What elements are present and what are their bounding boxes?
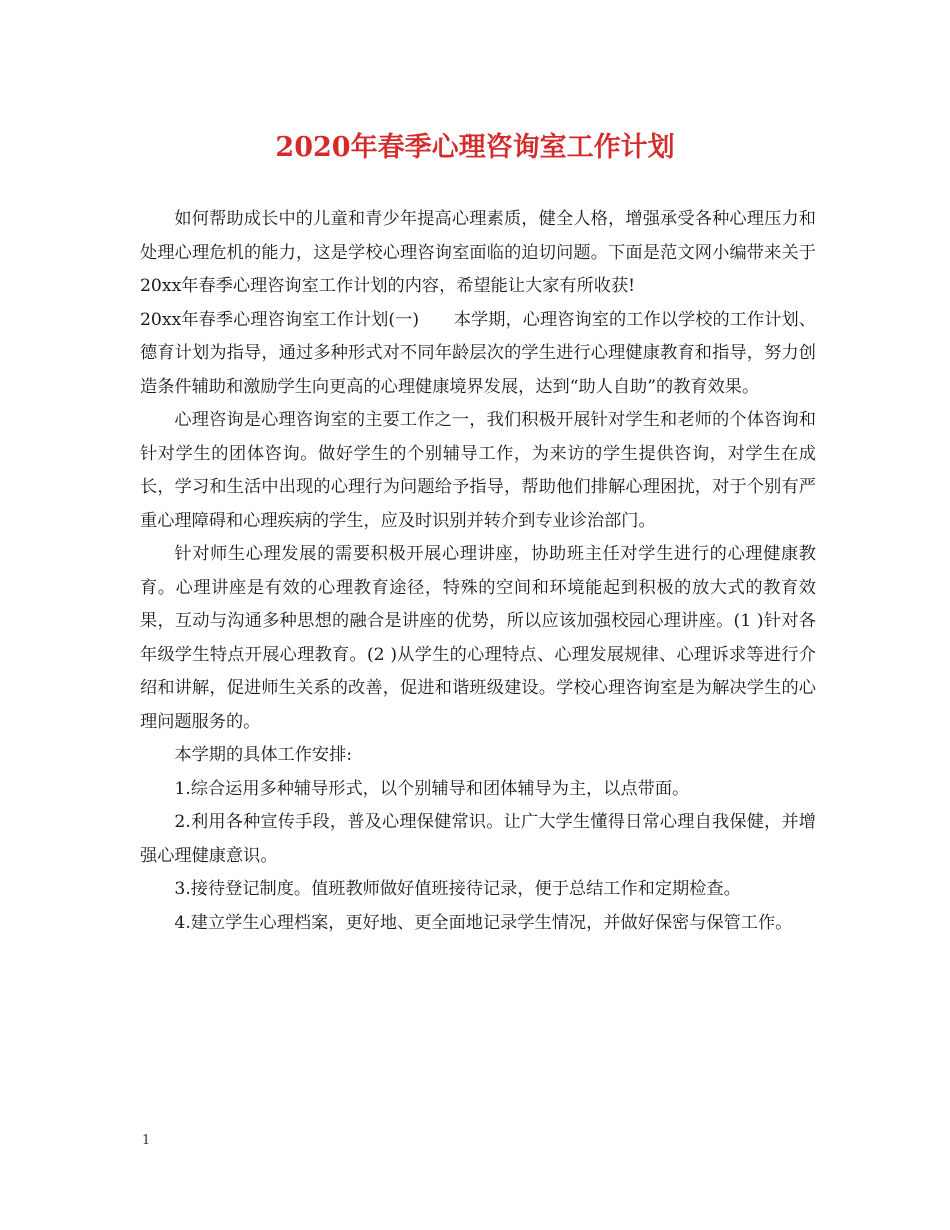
paragraph-schedule-heading: 本学期的具体工作安排: xyxy=(174,745,353,765)
document-title: 2020年春季心理咨询室工作计划 xyxy=(275,132,675,163)
document-body xyxy=(140,203,816,940)
list-item-1: 1.综合运用多种辅导形式，以个别辅导和团体辅导为主，以点带面。 xyxy=(174,778,690,799)
list-item-2: 2.利用各种宣传手段，普及心理保健常识。让广大学生懂得日常心理自我保健，并增强心理健康意识。 xyxy=(140,812,816,866)
paragraph-lectures: 针对师生心理发展的需要积极开展心理讲座，协助班主任对学生进行的心理健康教育。心理讲座是有效的心理教育途径，特殊的空间和环境能起到积极的放大式的教育效果，互动与沟通多种思想的融合是讲座的优势，所以应该加强校园心理讲座。(1 )针对各年级学生特点开展心理教育。(2 )从学生的心理特点、心理发展规律、心理诉求等进行介绍和讲解，促进师生关系的改善，促进和谐班级建设。学校心理咨询室是为解决学生的心理问题服务的。 xyxy=(140,544,816,732)
list-item-3: 3.接待登记制度。值班教师做好值班接待记录，便于总结工作和定期检查。 xyxy=(174,879,741,899)
page-number: 1 xyxy=(142,1133,151,1148)
paragraph-counseling: 心理咨询是心理咨询室的主要工作之一，我们积极开展针对学生和老师的个体咨询和针对学生的团体咨询。做好学生的个别辅导工作，为来访的学生提供咨询，对学生在成长，学习和生活中出现的心理行为问题给予指导，帮助他们排解心理困扰，对于个别有严重心理障碍和心理疾病的学生，应及时识别并转介到专业诊治部门。 xyxy=(140,410,816,531)
list-item-4: 4.建立学生心理档案，更好地、更全面地记录学生情况，并做好保密与保管工作。 xyxy=(174,912,793,933)
paragraph-intro: 如何帮助成长中的儿童和青少年提高心理素质，健全人格，增强承受各种心理压力和处理心理危机的能力，这是学校心理咨询室面临的迫切问题。下面是范文网小编带来关于20xx年春季心理咨询室工作计划的内容，希望能让大家有所收获! xyxy=(140,209,816,296)
paragraph-plan-one: 20xx年春季心理咨询室工作计划(一) 本学期，心理咨询室的工作以学校的工作计划、德育计划为指导，通过多种形式对不同年龄层次的学生进行心理健康教育和指导，努力创造条件辅助和激励学生向更高的心理健康境界发展，达到“助人自助”的教育效果。 xyxy=(140,309,816,397)
